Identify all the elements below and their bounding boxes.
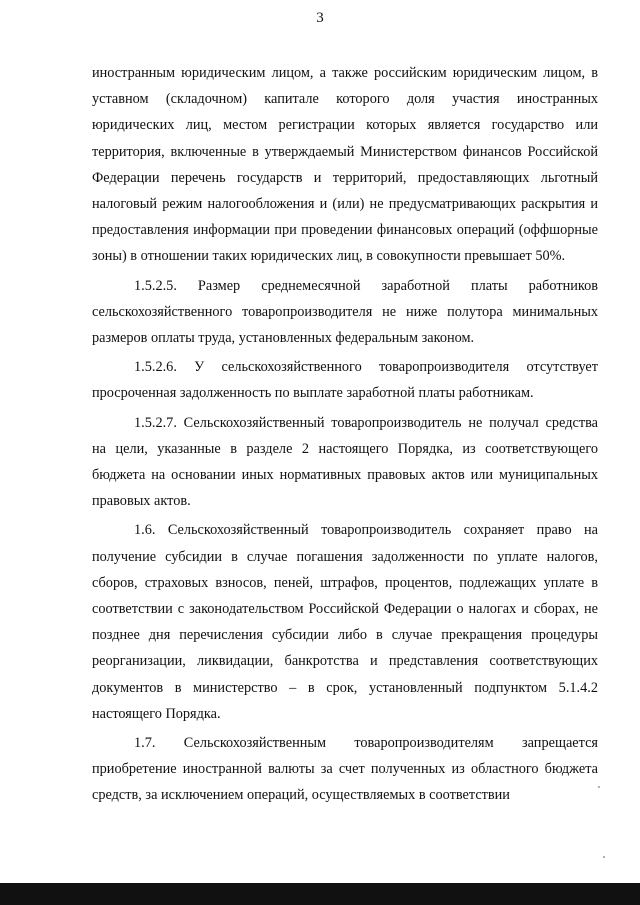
- scan-speck: [603, 856, 605, 858]
- scan-speck: [598, 786, 600, 788]
- scan-bottom-edge: [0, 883, 640, 905]
- paragraph-1-5-2-5: 1.5.2.5. Размер среднемесячной заработной платы работников сельскохозяйственного товаропроизводителя не ниже полутора минимальных размеров оплаты труда, установленных федеральным законом.: [92, 277, 598, 347]
- paragraph-1-6: 1.6. Сельскохозяйственный товаропроизводитель сохраняет право на получение субсидии в случае погашения задолженности по уплате налогов, сборов, страховых взносов, пеней, штрафов, процентов, подлежащих уплате в соответствии с законодательством Российской Федерации о налогах и сборах, не позднее дня перечисления субсидии либо в случае прекращения процедуры реорганизации, ликвидации, банкротства и представления соответствующих документов в министерство – в срок, установленный подпунктом 5.1.4.2 настоящего Порядка.: [92, 522, 598, 722]
- paragraph-1-5-2-7: 1.5.2.7. Сельскохозяйственный товаропроизводитель не получал средства на цели, указанные в разделе 2 настоящего Порядка, из соответствующего бюджета на основании иных нормативных правовых актов или муниципальных правовых актов.: [92, 414, 598, 510]
- paragraph-1-7: 1.7. Сельскохозяйственным товаропроизводителям запрещается приобретение иностранной валюты за счет полученных из областного бюджета средств, за исключением операций, осуществляемых в соответствии: [92, 735, 598, 804]
- paragraph-continuation: иностранным юридическим лицом, а также российским юридическим лицом, в уставном (складочном) капитале которого доля участия иностранных юридических лиц, местом регистрации которых является государство или территория, включенные в утверждаемый Министерством финансов Российской Федерации перечень государств и территорий, предоставляющих льготный налоговый режим налогообложения и (или) не предусматривающих раскрытия и предоставления информации при проведении финансовых операций (оффшорные зоны) в отношении таких юридических лиц, в совокупности превышает 50%.: [92, 65, 598, 265]
- page-number: 3: [316, 10, 324, 26]
- document-body: [92, 60, 598, 812]
- paragraph-1-5-2-6: 1.5.2.6. У сельскохозяйственного товаропроизводителя отсутствует просроченная задолженность по выплате заработной платы работникам.: [92, 359, 598, 402]
